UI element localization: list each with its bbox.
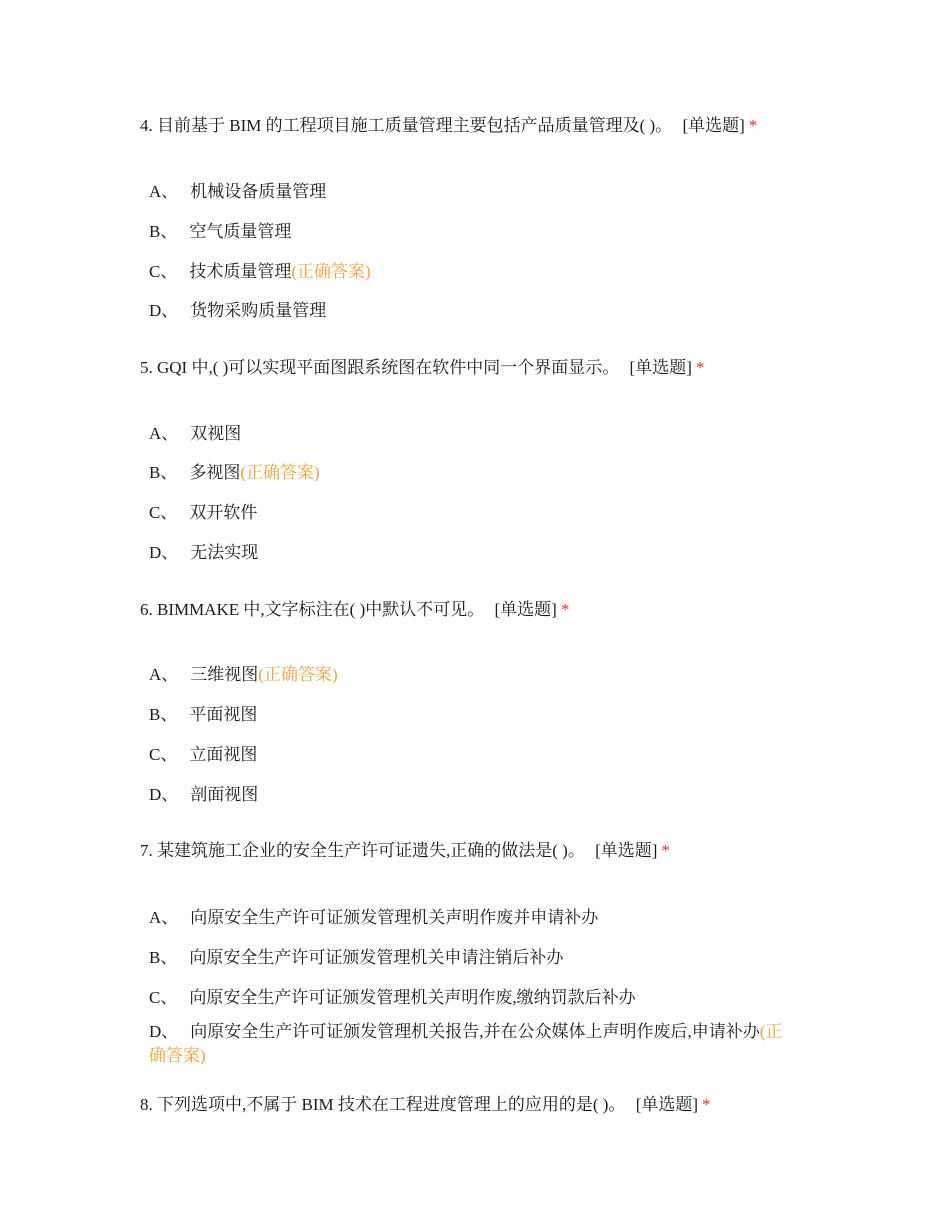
option-b[interactable]	[149, 946, 563, 970]
question-number: 7.	[140, 841, 153, 860]
option-c[interactable]	[149, 743, 257, 767]
option-separator: 、	[160, 948, 178, 967]
option-separator: 、	[161, 665, 179, 684]
option-separator: 、	[160, 988, 178, 1007]
option-text: 技术质量管理	[189, 262, 292, 281]
option-d[interactable]	[149, 1020, 794, 1068]
option-c[interactable]	[149, 986, 636, 1010]
option-text: 无法实现	[190, 543, 259, 562]
question-8	[140, 1094, 810, 1116]
required-mark: *	[560, 600, 570, 619]
correct-answer-tag: (正确答案)	[149, 1022, 783, 1065]
question-number: 4.	[140, 116, 153, 135]
question-number: 8.	[140, 1095, 153, 1114]
option-letter: B	[149, 705, 161, 724]
option-a[interactable]	[149, 422, 241, 446]
option-a[interactable]	[149, 663, 338, 687]
option-letter: A	[149, 908, 162, 927]
option-text: 向原安全生产许可证颁发管理机关声明作废并申请补办	[190, 908, 599, 927]
question-type: [单选题]	[635, 1095, 699, 1114]
option-letter: C	[149, 262, 161, 281]
option-separator: 、	[160, 503, 178, 522]
option-separator: 、	[161, 785, 179, 804]
question-title	[140, 115, 810, 137]
option-a[interactable]	[149, 906, 598, 930]
option-letter: C	[149, 503, 161, 522]
option-separator: 、	[160, 222, 178, 241]
option-letter: B	[149, 222, 161, 241]
question-text: 某建筑施工企业的安全生产许可证遗失,正确的做法是( )。	[157, 841, 585, 860]
option-separator: 、	[161, 301, 179, 320]
option-letter: B	[149, 463, 161, 482]
required-mark: *	[661, 841, 670, 860]
option-a[interactable]	[149, 180, 326, 204]
question-text: 目前基于 BIM 的工程项目施工质量管理主要包括产品质量管理及( )。	[157, 116, 673, 135]
option-d[interactable]	[149, 299, 326, 323]
question-4	[140, 115, 810, 320]
required-mark: *	[695, 358, 705, 377]
correct-answer-tag: (正确答案)	[240, 463, 320, 482]
question-type: [单选题]	[682, 116, 745, 135]
question-title	[140, 1094, 810, 1116]
option-text: 多视图	[189, 463, 241, 482]
option-text: 向原安全生产许可证颁发管理机关声明作废,缴纳罚款后补办	[189, 988, 636, 1007]
question-text: GQI 中,( )可以实现平面图跟系统图在软件中同一个界面显示。	[157, 358, 620, 377]
option-c[interactable]	[149, 260, 371, 284]
option-letter: A	[149, 665, 162, 684]
option-letter: D	[149, 1022, 162, 1041]
question-number: 5.	[140, 358, 153, 377]
option-c[interactable]	[149, 501, 257, 525]
question-title	[140, 599, 810, 621]
question-7	[140, 840, 810, 1065]
question-6	[140, 599, 810, 804]
question-title	[140, 357, 810, 379]
option-letter: A	[149, 182, 162, 201]
option-text: 三维视图	[190, 665, 259, 684]
option-text: 货物采购质量管理	[190, 301, 327, 320]
option-letter: C	[149, 745, 161, 764]
option-text: 平面视图	[189, 705, 258, 724]
option-text: 空气质量管理	[189, 222, 292, 241]
option-d[interactable]	[149, 783, 258, 807]
option-letter: D	[149, 543, 162, 562]
option-text: 双开软件	[189, 503, 258, 522]
option-separator: 、	[160, 745, 178, 764]
option-letter: B	[149, 948, 161, 967]
option-letter: D	[149, 301, 162, 320]
question-text: BIMMAKE 中,文字标注在( )中默认不可见。	[157, 600, 485, 619]
option-text: 立面视图	[189, 745, 258, 764]
option-separator: 、	[161, 424, 179, 443]
question-type: [单选题]	[494, 600, 557, 619]
option-letter: A	[149, 424, 162, 443]
question-number: 6.	[140, 600, 153, 619]
question-text: 下列选项中,不属于 BIM 技术在工程进度管理上的应用的是( )。	[157, 1095, 626, 1114]
question-title	[140, 840, 810, 862]
correct-answer-tag: (正确答案)	[291, 262, 371, 281]
option-b[interactable]	[149, 220, 291, 244]
option-separator: 、	[161, 182, 179, 201]
option-separator: 、	[160, 705, 178, 724]
required-mark: *	[702, 1095, 711, 1114]
option-b[interactable]	[149, 461, 320, 485]
required-mark: *	[748, 116, 758, 135]
option-text: 机械设备质量管理	[190, 182, 327, 201]
option-separator: 、	[161, 1022, 179, 1041]
question-type: [单选题]	[629, 358, 692, 377]
option-text: 向原安全生产许可证颁发管理机关申请注销后补办	[189, 948, 564, 967]
option-separator: 、	[161, 908, 179, 927]
correct-answer-tag: (正确答案)	[258, 665, 338, 684]
question-type: [单选题]	[595, 841, 658, 860]
option-text: 向原安全生产许可证颁发管理机关报告,并在公众媒体上声明作废后,申请补办	[190, 1022, 760, 1041]
option-text: 剖面视图	[190, 785, 259, 804]
option-letter: C	[149, 988, 161, 1007]
option-b[interactable]	[149, 703, 257, 727]
option-letter: D	[149, 785, 162, 804]
option-separator: 、	[160, 463, 178, 482]
question-5	[140, 357, 810, 562]
option-d[interactable]	[149, 541, 258, 565]
option-text: 双视图	[190, 424, 242, 443]
option-separator: 、	[160, 262, 178, 281]
option-separator: 、	[161, 543, 179, 562]
